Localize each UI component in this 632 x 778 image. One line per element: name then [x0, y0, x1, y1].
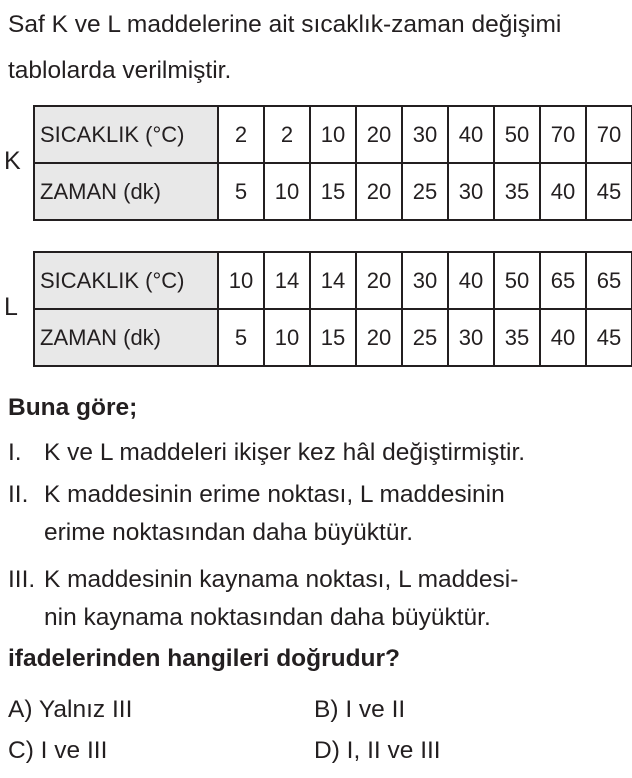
table-l	[33, 251, 632, 367]
option-d[interactable]	[314, 737, 441, 765]
temperature-header: SICAKLIK (°C)	[34, 106, 218, 163]
table-row	[34, 252, 632, 309]
table-cell: 40	[448, 252, 494, 309]
intro-text: Saf K ve L maddelerine ait sıcaklık-zaman değişimi tablolarda verilmiştir.	[8, 11, 562, 84]
table-cell: 20	[356, 106, 402, 163]
table-cell: 10	[310, 106, 356, 163]
table-cell: 14	[264, 252, 310, 309]
statement-number: I.	[8, 439, 22, 466]
table-cell: 70	[540, 106, 586, 163]
table-cell: 30	[402, 106, 448, 163]
table-cell: 15	[310, 309, 356, 366]
statement-text: K ve L maddeleri ikişer kez hâl değiştirmiştir.	[44, 439, 526, 466]
statement-1	[8, 434, 525, 472]
table-cell: 2	[264, 106, 310, 163]
statement-text-continued: nin kaynama noktasından daha büyüktür.	[44, 604, 491, 631]
table-cell: 10	[218, 252, 264, 309]
table-cell: 65	[540, 252, 586, 309]
option-a[interactable]	[8, 696, 132, 724]
statement-text: K maddesinin kaynama noktası, L maddesi-	[44, 566, 519, 593]
table-cell: 20	[356, 252, 402, 309]
option-text: I ve III	[40, 737, 108, 764]
table-cell: 30	[402, 252, 448, 309]
temperature-header: SICAKLIK (°C)	[34, 252, 218, 309]
table-cell: 45	[586, 163, 632, 220]
table-cell: 20	[356, 163, 402, 220]
table-cell: 10	[264, 163, 310, 220]
option-text: Yalnız III	[38, 696, 133, 723]
table-cell: 50	[494, 106, 540, 163]
table-cell: 50	[494, 252, 540, 309]
table-k-label: K	[4, 147, 21, 175]
statement-text-continued: erime noktasından daha büyüktür.	[44, 519, 414, 546]
table-row	[34, 309, 632, 366]
table-row	[34, 106, 632, 163]
statement-number: III.	[8, 566, 36, 593]
time-header: ZAMAN (dk)	[34, 309, 218, 366]
time-header: ZAMAN (dk)	[34, 163, 218, 220]
option-key: D)	[314, 737, 340, 764]
option-text: I ve II	[345, 696, 406, 723]
option-key: B)	[314, 696, 339, 723]
question-lead: Buna göre;	[8, 394, 138, 421]
table-cell: 40	[540, 163, 586, 220]
question-text: ifadelerinden hangileri doğrudur?	[8, 645, 401, 672]
option-key: C)	[8, 737, 34, 764]
table-cell: 40	[540, 309, 586, 366]
option-key: A)	[8, 696, 33, 723]
table-cell: 14	[310, 252, 356, 309]
table-l-label: L	[4, 293, 18, 321]
table-cell: 5	[218, 309, 264, 366]
table-cell: 20	[356, 309, 402, 366]
table-cell: 35	[494, 163, 540, 220]
table-row	[34, 163, 632, 220]
table-cell: 5	[218, 163, 264, 220]
table-cell: 35	[494, 309, 540, 366]
table-cell: 70	[586, 106, 632, 163]
option-b[interactable]	[314, 696, 405, 724]
table-cell: 25	[402, 309, 448, 366]
statement-2	[8, 476, 505, 552]
statement-3	[8, 561, 518, 637]
table-cell: 15	[310, 163, 356, 220]
statement-text: K maddesinin erime noktası, L maddesinin	[44, 481, 505, 508]
table-cell: 65	[586, 252, 632, 309]
table-cell: 10	[264, 309, 310, 366]
table-k	[33, 105, 632, 221]
table-cell: 30	[448, 163, 494, 220]
option-c[interactable]	[8, 737, 107, 765]
option-text: I, II ve III	[346, 737, 441, 764]
table-cell: 25	[402, 163, 448, 220]
statement-number: II.	[8, 481, 29, 508]
table-cell: 30	[448, 309, 494, 366]
table-cell: 2	[218, 106, 264, 163]
table-cell: 45	[586, 309, 632, 366]
table-cell: 40	[448, 106, 494, 163]
